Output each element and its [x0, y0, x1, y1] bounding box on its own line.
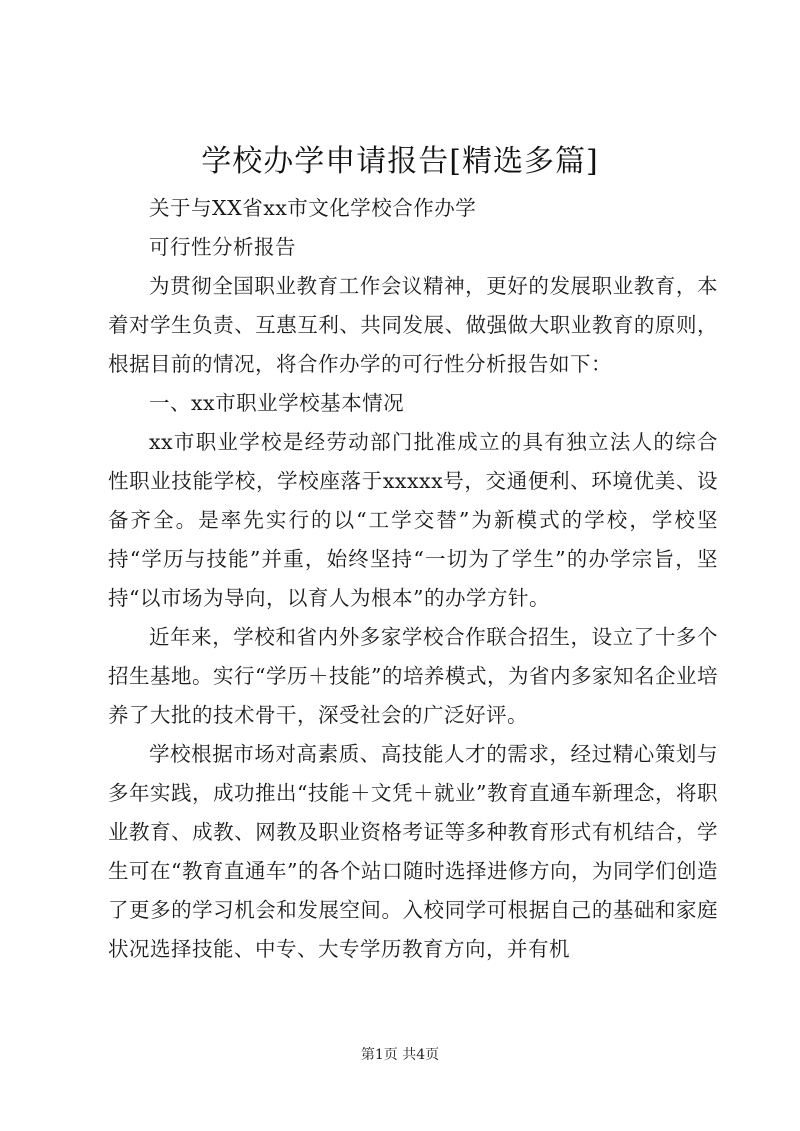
page-footer: 第1页 共4页 — [360, 1047, 440, 1063]
document-title: 学校办学申请报告[精选多篇] — [201, 144, 599, 179]
body-paragraph: 近年来，学校和省内外多家学校合作联合招生，设立了十多个招生基地。实行“学历＋技能”的培养模式，为省内多家知名企业培养了大批的技术骨干，深受社会的广泛好评。 — [108, 625, 718, 727]
document-body — [108, 189, 718, 969]
body-paragraph: xx市职业学校是经劳动部门批准成立的具有独立法人的综合性职业技能学校，学校座落于xxxxx号，交通便利、环境优美、设备齐全。是率先实行的以“工学交替”为新模式的学校，学校坚持“学历与技能”并重，始终坚持“一切为了学生”的办学宗旨，坚持“以市场为导向，以育人为根本”的办学方针。 — [108, 430, 718, 610]
section-heading: 一、xx市职业学校基本情况 — [149, 391, 405, 415]
heading-line-1: 关于与XX省xx市文化学校合作办学 — [149, 196, 477, 220]
body-paragraph: 学校根据市场对高素质、高技能人才的需求，经过精心策划与多年实践，成功推出“技能＋文凭＋就业”教育直通车新理念，将职业教育、成教、网教及职业资格考证等多种教育形式有机结合，学生可在“教育直通车”的各个站口随时选择进修方向，为同学们创造了更多的学习机会和发展空间。入校同学可根据自己的基础和家庭状况选择技能、中专、大专学历教育方向，并有机 — [108, 742, 718, 961]
intro-paragraph: 为贯彻全国职业教育工作会议精神，更好的发展职业教育，本着对学生负责、互惠互利、共同发展、做强做大职业教育的原则，根据目前的情况，将合作办学的可行性分析报告如下： — [108, 274, 718, 376]
heading-line-2: 可行性分析报告 — [149, 235, 296, 259]
